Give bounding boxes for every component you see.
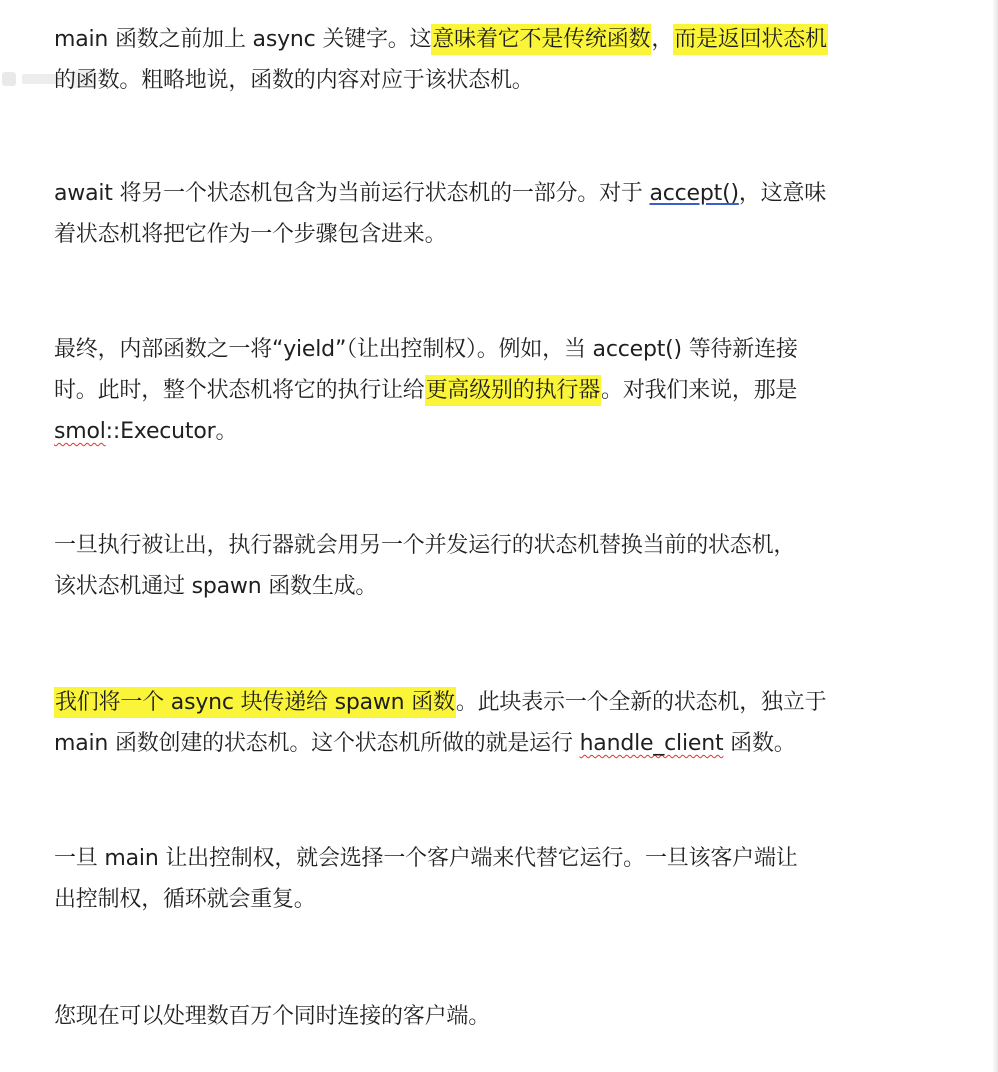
accept-link[interactable]: accept() [649, 181, 739, 206]
paragraph-3 [54, 329, 904, 452]
paragraph-4-line-2: 该状态机通过 spawn 函数生成。 [54, 574, 378, 599]
paragraph-5-line-2 [54, 723, 904, 764]
text-run: 。对我们来说，那是 [601, 378, 798, 403]
highlighted-text: 更高级别的执行器 [425, 375, 601, 406]
paragraph-6 [54, 838, 904, 920]
text-run: main 函数创建的状态机。这个状态机所做的就是运行 [54, 731, 580, 756]
text-run: await 将另一个状态机包含为当前运行状态机的一部分。对于 [54, 181, 650, 206]
paragraph-7 [54, 996, 904, 1037]
paragraph-5 [54, 682, 904, 764]
text-run: main 函数之前加上 async 关键字。这 [54, 27, 432, 52]
paragraph-7-line-1: 您现在可以处理数百万个同时连接的客户端。 [54, 1004, 491, 1029]
paragraph-3-line-3 [54, 411, 904, 452]
text-run: 时。此时，整个状态机将它的执行让给 [54, 378, 425, 403]
highlighted-text: 我们将一个 async 块传递给 spawn 函数 [54, 687, 456, 718]
paragraph-2-line-2: 着状态机将把它作为一个步骤包含进来。 [54, 222, 447, 247]
paragraph-4-line-1: 一旦执行被让出，执行器就会用另一个并发运行的状态机替换当前的状态机， [54, 533, 796, 558]
paragraph-4 [54, 525, 904, 607]
text-run: ，这意味 [738, 181, 827, 206]
text-run: 函数。 [723, 731, 796, 756]
paragraph-6-line-1: 一旦 main 让出控制权，就会选择一个客户端来代替它运行。一旦该客户端让 [54, 846, 798, 871]
text-run: 。此块表示一个全新的状态机，独立于 [455, 690, 827, 715]
highlighted-text: 意味着它不是传统函数 [431, 24, 651, 55]
paragraph-1-line-2: 的函数。粗略地说，函数的内容对应于该状态机。 [54, 68, 534, 93]
paragraph-2 [54, 173, 904, 255]
paragraph-1-line-1 [54, 19, 904, 60]
page-edge-shadow [992, 0, 998, 1072]
paragraph-5-line-1 [54, 682, 904, 723]
spellcheck-word: smol [54, 419, 106, 444]
paragraph-2-line-1 [54, 173, 904, 214]
text-run: ， [651, 27, 674, 52]
paragraph-3-line-2 [54, 370, 904, 411]
text-run: ::Executor。 [105, 419, 238, 444]
paragraph-1 [54, 19, 904, 101]
highlighted-text: 而是返回状态机 [673, 24, 828, 55]
paragraph-3-line-1: 最终，内部函数之一将“yield”（让出控制权）。例如，当 accept() 等待新连接 [54, 337, 798, 362]
spellcheck-word: handle_client [579, 731, 724, 756]
paragraph-6-line-2: 出控制权，循环就会重复。 [54, 887, 316, 912]
